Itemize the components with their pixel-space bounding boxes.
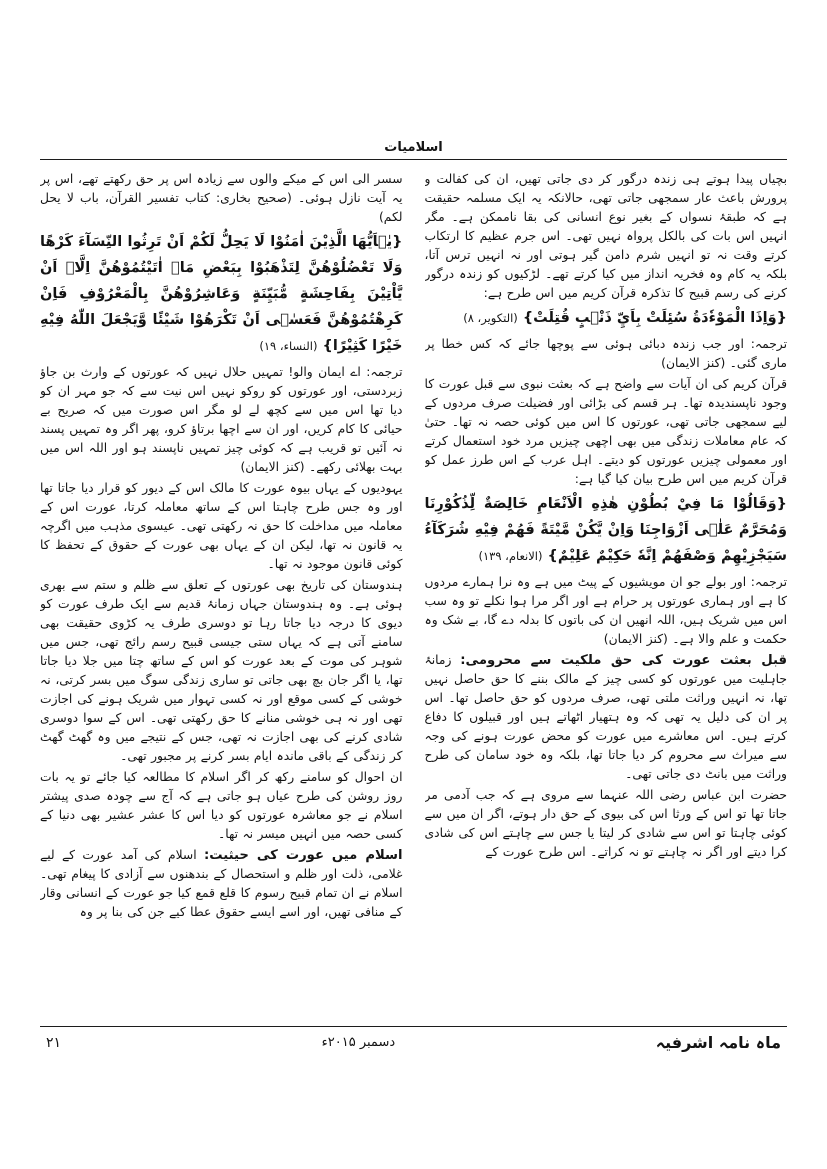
verse-translation: ترجمہ: اور جب زندہ دبائی ہوئی سے پوچھا جائے کہ کس خطا پر ماری گئی۔ (کنز الایمان) [424,337,787,370]
footer-magazine-name: ماہ نامہ اشرفیہ [655,1033,781,1052]
quran-verse-text: {يٰۤاَيُّهَا الَّذِيْنَ اٰمَنُوْا لَا يَحِلُّ لَكُمْ اَنْ تَرِثُوا النِّسَآءَ كَرْهًا وَلَا تَعْضُلُوْهُنَّ لِتَذْهَبُوْا بِبَعْضِ مَاۤ اٰتَيْتُمُوْهُنَّ اِلَّاۤ اَنْ يَّاْتِيْنَ بِفَاحِشَةٍ مُّبَيِّنَةٍ وَعَاشِرُوْهُنَّ بِالْمَعْرُوْفِ فَاِنْ كَرِهْتُمُوْهُنَّ فَعَسٰۤى اَنْ تَكْرَهُوْا شَيْئًا وَّيَجْعَلَ اللّٰهُ فِيْهِ خَيْرًا كَثِيْرًا} [40,234,403,354]
quran-verse-text: {وَاِذَا الْمَوْءٗدَةُ سُئِلَتْ بِاَيِّ ذَنْۢبٍ قُتِلَتْ} [522,310,787,326]
paragraph-text: اسلام کی آمد عورت کے لیے غلامی، ذلت اور ظلم و استحصال کے بندھنوں سے آزادی کا پیغام تھی۔ اسلام نے ان تمام قبیح رسوم کا قلع قمع کیا جو عورت کے انسانی وقار کے منافی تھیں، اور اسے ایسے حقوق عطا کیے جن کی بنا پر وہ [40,848,403,919]
footer-row [40,1027,787,1052]
paragraph: حضرت ابن عباس رضی اللہ عنہما سے مروی ہے کہ جب آدمی مر جاتا تھا تو اس کے ورثا اس کی بیوی کے حق دار ہوتے، اگر ان میں سے کوئی چاہتا تو اس سے شادی کر لیتا یا جس سے چاہتے اس کی شادی کرا دیتے اور اگر نہ چاہتے تو نہ کراتے۔ اس طرح عورت کے [424,788,787,859]
quran-verse-takwir [425,305,788,331]
paragraph: یہودیوں کے یہاں بیوہ عورت کا مالک اس کے دیور کو قرار دیا جاتا تھا اور وہ جس طرح چاہتا اس کے ساتھ معاملہ کرتا، عورت اس کے معاملہ میں مداخلت کا حق نہ رکھتی تھی۔ عیسوی مذہب میں اگرچہ یہ قانون نہ تھا، لیکن ان کے یہاں بھی عورت کے حقوق کے تحفظ کا کوئی قانون موجود نہ تھا۔ [40,481,403,571]
verse-translation: ترجمہ: اے ایمان والو! تمہیں حلال نہیں کہ عورتوں کے وارث بن جاؤ زبردستی، اور عورتوں کو روکو نہیں اس نیت سے کہ جو مہر ان کو دیا تھا اس میں سے کچھ لے لو مگر اس صورت میں کہ صریح بے حیائی کا کام کریں، اور ان سے اچھا برتاؤ کرو، پھر اگر وہ تمہیں پسند نہ آئیں تو قریب ہے کہ کوئی چیز تمہیں ناپسند ہو اور اللہ اس میں بہت بھلائی رکھے۔ (کنز الایمان) [40,365,403,474]
paragraph: ہندوستان کی تاریخ بھی عورتوں کے تعلق سے ظلم و ستم سے بھری ہوئی ہے۔ وہ ہندوستان جہاں زمانۂ قدیم سے ایک طرف عورت کو دیوی کا درجہ دیا جاتا رہا تو دوسری طرف یہ کڑوی حقیقت بھی سامنے آتی ہے کہ یہاں ستی جیسی قبیح رسم رائج تھی، جس میں شوہر کی موت کے بعد عورت کو اس کے ساتھ چتا میں جلا دیا جاتا تھا، یا اگر جان بچ بھی جاتی تو ساری زندگی سوگ میں بسر کرتی، نہ خوشی کے کسی موقع اور نہ کسی تہوار میں شریک ہونے کی اجازت تھی اور نہ ہی خوشی منانے کا حق رکھتی تھی۔ اس کے سوا دوسری شادی کرنے کی بھی اجازت نہ تھی، جس کے نتیجے میں وہ گھٹ گھٹ کر زندگی کے باقی ماندہ ایام بسر کرنے پر مجبور تھی۔ [40,578,403,763]
footer-date: دسمبر ۲۰۱۵ء [321,1035,396,1050]
column-left [40,170,403,1022]
quran-verse-reference: (التکویر، ۸) [463,311,518,325]
footer-page-number: ۲۱ [46,1034,62,1051]
page-footer [40,1026,787,1052]
section-paragraph [40,846,403,922]
quran-verse-text: {وَقَالُوْا مَا فِيْ بُطُوْنِ هٰذِهِ الْاَنْعَامِ خَالِصَةٌ لِّذُكُوْرِنَا وَمُحَرَّمٌ عَلٰۤى اَزْوَاجِنَا وَاِنْ يَّكُنْ مَّيْتَةً فَهُمْ فِيْهِ شُرَكَآءُ سَيَجْزِيْهِمْ وَصْفَهُمْ اِنَّهٗ حَكِيْمٌ عَلِيْمٌ} [424,496,787,564]
section-heading: قبل بعثت عورت کی حق ملکیت سے محرومی: [460,653,787,668]
quran-verse-reference: (الانعام، ۱۳۹) [478,549,543,563]
paragraph: سسر الی اس کے میکے والوں سے زیادہ اس پر حق رکھتے تھے، اس پر یہ آیت نازل ہوئی۔ (صحیح بخاری: کتاب تفسیر القرآن، باب لا یحل لکم) [40,172,403,224]
column-right [425,170,788,1022]
section-heading: اسلام میں عورت کی حیثیت: [203,848,403,863]
quran-verse-anaam [425,491,788,569]
quran-verse-nisa [40,229,403,359]
paragraph-text: زمانۂ جاہلیت میں عورتوں کو کسی چیز کے مالک بننے کا حق حاصل نہیں تھا، نہ انہیں وراثت ملتی تھی، صرف مردوں کو حق حاصل تھا۔ اس پر ان کی دلیل یہ تھی کہ وہ ہتھیار اٹھاتے ہیں اور قبیلوں کا دفاع کرتے ہیں۔ اس معاشرے میں عورت کو محض عورت ہونے کی وجہ سے میراث سے محروم کر دیا جاتا تھا، بلکہ وہ خود سامان کی طرح وراثت میں بانٹ دی جاتی تھی۔ [424,653,787,781]
content-columns [40,170,787,1022]
paragraph: ان احوال کو سامنے رکھ کر اگر اسلام کا مطالعہ کیا جائے تو یہ بات روز روشن کی طرح عیاں ہو جاتی ہے کہ آج سے چودہ صدی پیشتر اسلام نے جو معاشرہ عورتوں کو دیا اس کا عشر عشیر بھی دنیا کے کسی حصہ میں انہیں میسر نہ تھا۔ [40,770,403,841]
verse-translation: ترجمہ: اور بولے جو ان مویشیوں کے پیٹ میں ہے وہ نرا ہمارے مردوں کا ہے اور ہماری عورتوں پر حرام ہے اور اگر مرا ہوا نکلے تو وہ سب اس میں شریک ہیں، اللہ انھیں ان کی باتوں کا بدلہ دے گا، بے شک وہ حکمت و علم والا ہے۔ (کنز الایمان) [424,575,787,646]
quran-verse-reference: (النساء، ۱۹) [259,339,318,353]
header-divider [40,159,787,160]
paragraph: بچیاں پیدا ہوتے ہی زندہ درگور کر دی جاتی تھیں، ان کی کفالت و پرورش باعث عار سمجھی جاتی تھی، حالانکہ یہ ایک مسلمہ حقیقت ہے کہ طبقۂ نسواں کے بغیر نوع انسانی کی بقا ناممکن ہے۔ مگر انہیں اس بات کی بالکل پرواہ نہیں تھی۔ اس جرم عظیم کا ارتکاب کرتے وقت نہ تو انہیں شرم دامن گیر ہوتی اور نہ انہیں ترس آتا، بلکہ یہ کام وہ فخریہ انداز میں کیا کرتے تھے۔ لڑکیوں کو زندہ درگور کرنے کی رسم قبیح کا تذکرہ قرآن کریم میں اس طرح ہے: [424,172,787,300]
section-paragraph [425,651,788,784]
paragraph: قرآن کریم کی ان آیات سے واضح ہے کہ بعثت نبوی سے قبل عورت کا وجود ناپسندیدہ تھا۔ ہر قسم کی بڑائی اور فضیلت صرف مردوں کے لیے سمجھی جاتی تھی، عورتوں کا اس میں کوئی حصہ نہ تھا۔ حتیٰ کہ عام معاملات زندگی میں بھی اچھی چیزیں مرد خود استعمال کرتے اور معمولی چیزیں عورتوں کو دیتے۔ اہل عرب کے اس طرز عمل کو قرآن کریم میں اس طرح بیان کیا گیا ہے: [424,377,787,486]
section-title: اسلامیات [384,140,443,155]
